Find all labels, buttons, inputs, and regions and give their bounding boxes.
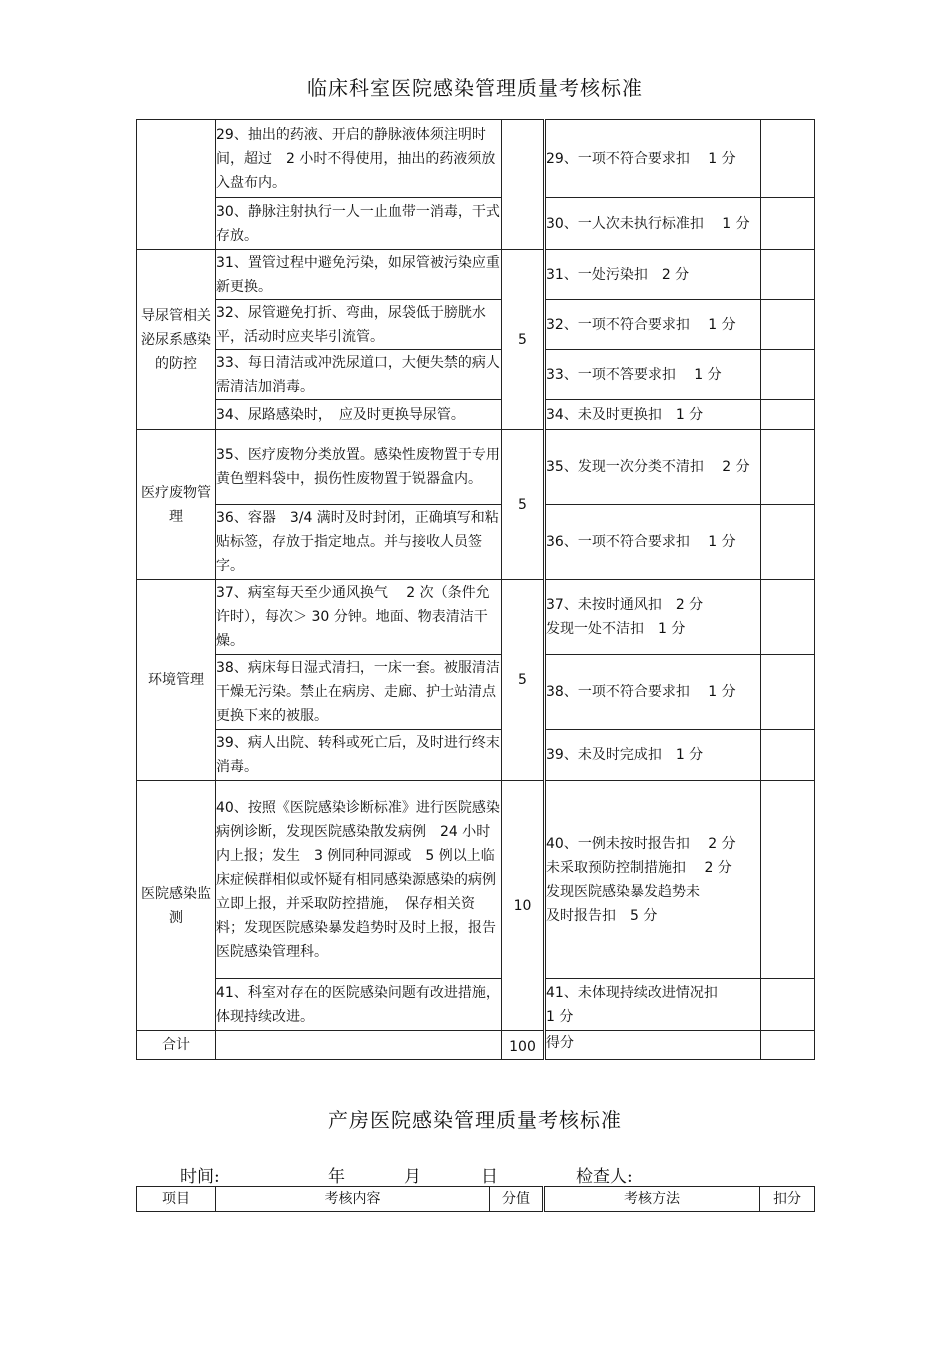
- method-cell: 38、一项不符合要求扣 1 分: [545, 655, 761, 730]
- content-cell: 38、病床每日湿式清扫，一床一套。被服清洁干燥无污染。禁止在病房、走廊、护士站清点更换下来的被服。: [216, 655, 502, 730]
- total-label: 合计: [137, 1031, 216, 1060]
- score-cell: 5: [502, 250, 545, 430]
- deduct-cell: [761, 300, 815, 350]
- category-cell: 医疗废物管理: [137, 430, 216, 580]
- category-cell: 环境管理: [137, 580, 216, 781]
- method-cell: 31、一处污染扣 2 分: [545, 250, 761, 300]
- score-cell: 5: [502, 430, 545, 580]
- method-cell: 35、发现一次分类不清扣 2 分: [545, 430, 761, 505]
- content-cell: 29、抽出的药液、开启的静脉液体须注明时间，超过 2 小时不得使用，抽出的药液须放入盘布内。: [216, 120, 502, 198]
- total-deduct: [761, 1031, 815, 1060]
- content-cell: 33、每日清洁或冲洗尿道口，大便失禁的病人需清洁加消毒。: [216, 350, 502, 400]
- method-cell: 33、一项不答要求扣 1 分: [545, 350, 761, 400]
- header-score: 分值: [490, 1187, 544, 1212]
- inspector-label: 检查人:: [576, 1167, 633, 1187]
- table-row: [137, 430, 815, 505]
- deduct-cell: [761, 350, 815, 400]
- content-cell: 37、病室每天至少通风换气 2 次（条件允许时），每次＞ 30 分钟。地面、物表清洁干燥。: [216, 580, 502, 655]
- table-row: [137, 505, 815, 580]
- header-method: 考核方法: [544, 1187, 760, 1212]
- content-cell: 31、置管过程中避免污染，如尿管被污染应重新更换。: [216, 250, 502, 300]
- content-cell: 39、病人出院、转科或死亡后，及时进行终末消毒。: [216, 730, 502, 781]
- content-cell: 40、按照《医院感染诊断标准》进行医院感染病例诊断，发现医院感染散发病例 24 小时内上报；发生 3 例同种同源或 5 例以上临床症候群相似或怀疑有相同感染源感染的病例立即上报，并采取防控措施， 保存相关资料；发现医院感染暴发趋势时及时上报，报告医院感染管理科。: [216, 781, 502, 979]
- table-row: [137, 400, 815, 430]
- total-score: 100: [502, 1031, 545, 1060]
- method-cell: 39、未及时完成扣 1 分: [545, 730, 761, 781]
- total-content: [216, 1031, 502, 1060]
- content-cell: 32、尿管避免打折、弯曲，尿袋低于膀胱水平，活动时应夹毕引流管。: [216, 300, 502, 350]
- method-cell: 37、未按时通风扣 2 分 发现一处不洁扣 1 分: [545, 580, 761, 655]
- header-content: 考核内容: [216, 1187, 490, 1212]
- header-item: 项目: [137, 1187, 216, 1212]
- content-cell: 30、静脉注射执行一人一止血带一消毒，干式存放。: [216, 198, 502, 250]
- score-cell: 5: [502, 580, 545, 781]
- table-row: [137, 120, 815, 198]
- category-cell: 导尿管相关泌尿系感染的防控: [137, 250, 216, 430]
- deduct-cell: [761, 730, 815, 781]
- method-cell: 34、未及时更换扣 1 分: [545, 400, 761, 430]
- header-table: [136, 1186, 815, 1212]
- total-method: 得分: [545, 1031, 761, 1060]
- score-cell: [502, 120, 545, 250]
- deduct-cell: [761, 505, 815, 580]
- table-row: [137, 350, 815, 400]
- category-cell: [137, 120, 216, 250]
- total-row: [137, 1031, 815, 1060]
- header-row: [137, 1187, 815, 1212]
- table-row: [137, 781, 815, 979]
- deduct-cell: [761, 400, 815, 430]
- section-title: 产房医院感染管理质量考核标准: [328, 1108, 622, 1132]
- time-label: 时间:: [180, 1167, 220, 1187]
- table-row: [137, 730, 815, 781]
- method-cell: 32、一项不符合要求扣 1 分: [545, 300, 761, 350]
- deduct-cell: [761, 430, 815, 505]
- content-cell: 41、科室对存在的医院感染问题有改进措施，体现持续改进。: [216, 979, 502, 1031]
- deduct-cell: [761, 781, 815, 979]
- category-cell: 医院感染监测: [137, 781, 216, 1031]
- table-row: [137, 979, 815, 1031]
- method-cell: 30、一人次未执行标准扣 1 分: [545, 198, 761, 250]
- deduct-cell: [761, 979, 815, 1031]
- month-label: 月: [404, 1167, 421, 1187]
- deduct-cell: [761, 120, 815, 198]
- header-deduct: 扣分: [760, 1187, 815, 1212]
- deduct-cell: [761, 580, 815, 655]
- content-cell: 34、尿路感染时， 应及时更换导尿管。: [216, 400, 502, 430]
- content-cell: 36、容器 3/4 满时及时封闭，正确填写和粘贴标签，存放于指定地点。并与接收人员签字。: [216, 505, 502, 580]
- table-row: [137, 580, 815, 655]
- table-row: [137, 198, 815, 250]
- method-cell: 41、未体现持续改进情况扣 1 分: [545, 979, 761, 1031]
- year-label: 年: [328, 1167, 345, 1187]
- deduct-cell: [761, 198, 815, 250]
- table-row: [137, 250, 815, 300]
- method-cell: 36、一项不符合要求扣 1 分: [545, 505, 761, 580]
- table-row: [137, 300, 815, 350]
- assessment-table: [136, 119, 815, 1060]
- method-cell: 29、一项不符合要求扣 1 分: [545, 120, 761, 198]
- method-cell: 40、一例未按时报告扣 2 分 未采取预防控制措施扣 2 分 发现医院感染暴发趋势未 及时报告扣 5 分: [545, 781, 761, 979]
- deduct-cell: [761, 655, 815, 730]
- day-label: 日: [481, 1167, 498, 1187]
- deduct-cell: [761, 250, 815, 300]
- page-title: 临床科室医院感染管理质量考核标准: [307, 76, 643, 100]
- table-row: [137, 655, 815, 730]
- content-cell: 35、医疗废物分类放置。感染性废物置于专用黄色塑料袋中，损伤性废物置于锐器盒内。: [216, 430, 502, 505]
- score-cell: 10: [502, 781, 545, 1031]
